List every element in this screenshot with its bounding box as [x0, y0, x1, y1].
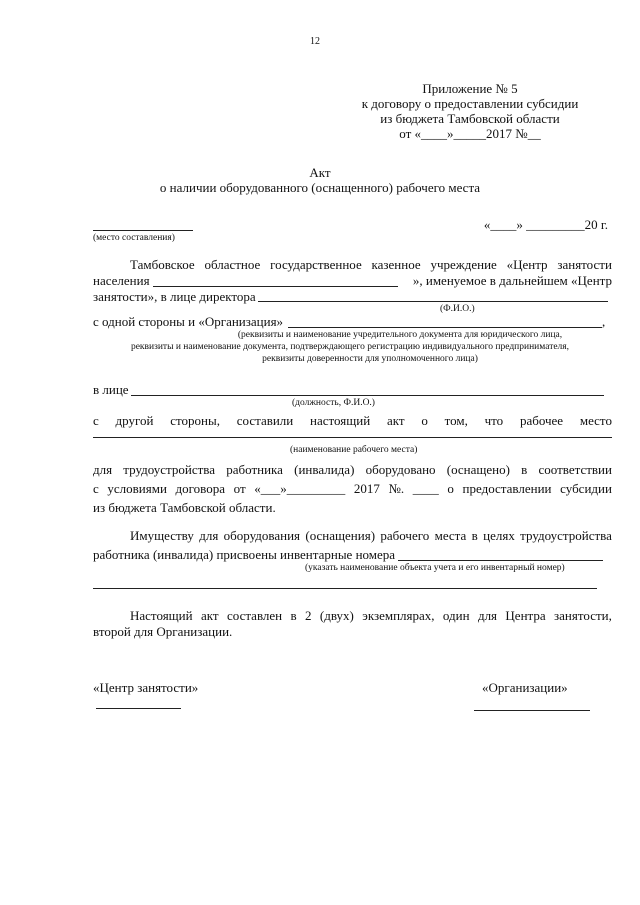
para1-line-2-end: », именуемое в дальнейшем «Центр — [412, 273, 612, 288]
word: рабочее — [519, 413, 564, 428]
word: оборудовано — [365, 462, 436, 477]
word: настоящий — [310, 413, 371, 428]
word: соответствии — [538, 462, 612, 477]
para2-person-start: в лице — [93, 382, 129, 397]
para4-line-2: второй для Организации. — [93, 624, 233, 639]
word: в — [471, 528, 478, 543]
word: Имуществу — [130, 528, 194, 543]
fio-label: (Ф.И.О.) — [440, 304, 475, 314]
signature-left-line — [96, 708, 181, 709]
signature-right-label: «Организации» — [482, 680, 568, 695]
word: (инвалида) — [294, 462, 355, 477]
para2-line-4 — [93, 481, 612, 496]
word: места — [434, 528, 467, 543]
para2-line-5: из бюджета Тамбовской области. — [93, 500, 276, 515]
word: «Центр — [506, 257, 548, 272]
word: в — [521, 462, 528, 477]
para1-line-4-end: , — [602, 314, 606, 329]
word: казенное — [371, 257, 421, 272]
word: для — [93, 462, 113, 477]
para1-line-1 — [130, 257, 612, 272]
word: от — [233, 481, 246, 496]
appendix-line-2: к договору о предоставлении субсидии — [361, 96, 579, 111]
word: целях — [483, 528, 515, 543]
word: областное — [204, 257, 261, 272]
word: трудоустройства — [123, 462, 216, 477]
director-blank — [258, 301, 608, 302]
word: работника — [226, 462, 283, 477]
word: занятости — [557, 257, 612, 272]
position-label: (должность, Ф.И.О.) — [292, 398, 375, 408]
word: (оснащения) — [305, 528, 376, 543]
word: занятости, — [554, 608, 612, 623]
word: о — [447, 481, 454, 496]
word: оборудования — [223, 528, 301, 543]
word: место — [579, 413, 612, 428]
word: что — [484, 413, 504, 428]
place-label: (место составления) — [93, 233, 175, 243]
appendix-line-1: Приложение № 5 — [422, 81, 518, 96]
requisites-label-3: реквизиты доверенности для уполномоченного лица) — [262, 354, 478, 364]
word: с — [93, 481, 99, 496]
para2-line-3 — [93, 462, 612, 477]
word: составлен — [226, 608, 283, 623]
word: о — [421, 413, 428, 428]
word: (оснащено) — [446, 462, 510, 477]
word: рабочего — [380, 528, 430, 543]
page-number: 12 — [310, 36, 320, 47]
word: предоставлении — [462, 481, 552, 496]
word: акт — [386, 413, 405, 428]
word: 2017 — [353, 481, 380, 496]
word: акт — [200, 608, 219, 623]
person-blank — [131, 395, 604, 396]
word: Тамбовское — [130, 257, 195, 272]
act-subtitle: о наличии оборудованного (оснащенного) рабочего места — [159, 180, 481, 195]
word: ____ — [412, 481, 439, 496]
requisites-label-1: (реквизиты и наименование учредительного документа для юридического лица, — [237, 330, 563, 340]
word: трудоустройства — [520, 528, 612, 543]
para1-line-4-start: с одной стороны и «Организация» — [93, 314, 284, 329]
para1-line-2-start: населения — [93, 273, 150, 288]
para4-line-1 — [130, 608, 612, 623]
organization-blank — [153, 286, 398, 287]
inventory-label: (указать наименование объекта учета и его инвентарный номер) — [305, 563, 565, 573]
word: стороны, — [170, 413, 220, 428]
word: для — [199, 528, 219, 543]
word: договора — [175, 481, 225, 496]
place-line — [93, 230, 193, 231]
word: другой — [115, 413, 154, 428]
signature-left-label: «Центр занятости» — [93, 680, 199, 695]
word: том, — [444, 413, 468, 428]
word: учреждение — [430, 257, 497, 272]
word: один — [442, 608, 470, 623]
word: субсидии — [560, 481, 612, 496]
word: «___»_________ — [254, 481, 346, 496]
word: (двух) — [319, 608, 354, 623]
word: 2 — [305, 608, 312, 623]
word: в — [290, 608, 297, 623]
workplace-label: (наименование рабочего места) — [290, 445, 418, 455]
word: Центра — [505, 608, 546, 623]
para3-line-1 — [130, 528, 612, 543]
act-title: Акт — [309, 165, 331, 180]
para1-line-3-start: занятости», в лице директора — [93, 289, 256, 304]
word: Настоящий — [130, 608, 193, 623]
date-line: «____» _________20 г. — [483, 217, 608, 232]
signature-right-line — [474, 710, 590, 711]
inventory-blank — [398, 560, 603, 561]
requisites-label-2: реквизиты и наименование документа, подтверждающего регистрацию индивидуального предпринимателя, — [130, 342, 570, 352]
inventory-blank-2 — [93, 588, 597, 589]
word: государственное — [270, 257, 362, 272]
organization-requisites-blank — [288, 327, 602, 328]
para2-line-2 — [93, 413, 612, 428]
word: для — [477, 608, 498, 623]
appendix-line-3: из бюджета Тамбовской области — [380, 111, 560, 126]
appendix-line-4: от «____»_____2017 №__ — [399, 126, 541, 141]
word: экземплярах, — [362, 608, 435, 623]
para3-line-2-start: работника (инвалида) присвоены инвентарные номера — [93, 547, 396, 562]
workplace-blank — [93, 437, 612, 438]
word: с — [93, 413, 99, 428]
word: составили — [236, 413, 294, 428]
word: условиями — [107, 481, 167, 496]
word: №. — [388, 481, 405, 496]
